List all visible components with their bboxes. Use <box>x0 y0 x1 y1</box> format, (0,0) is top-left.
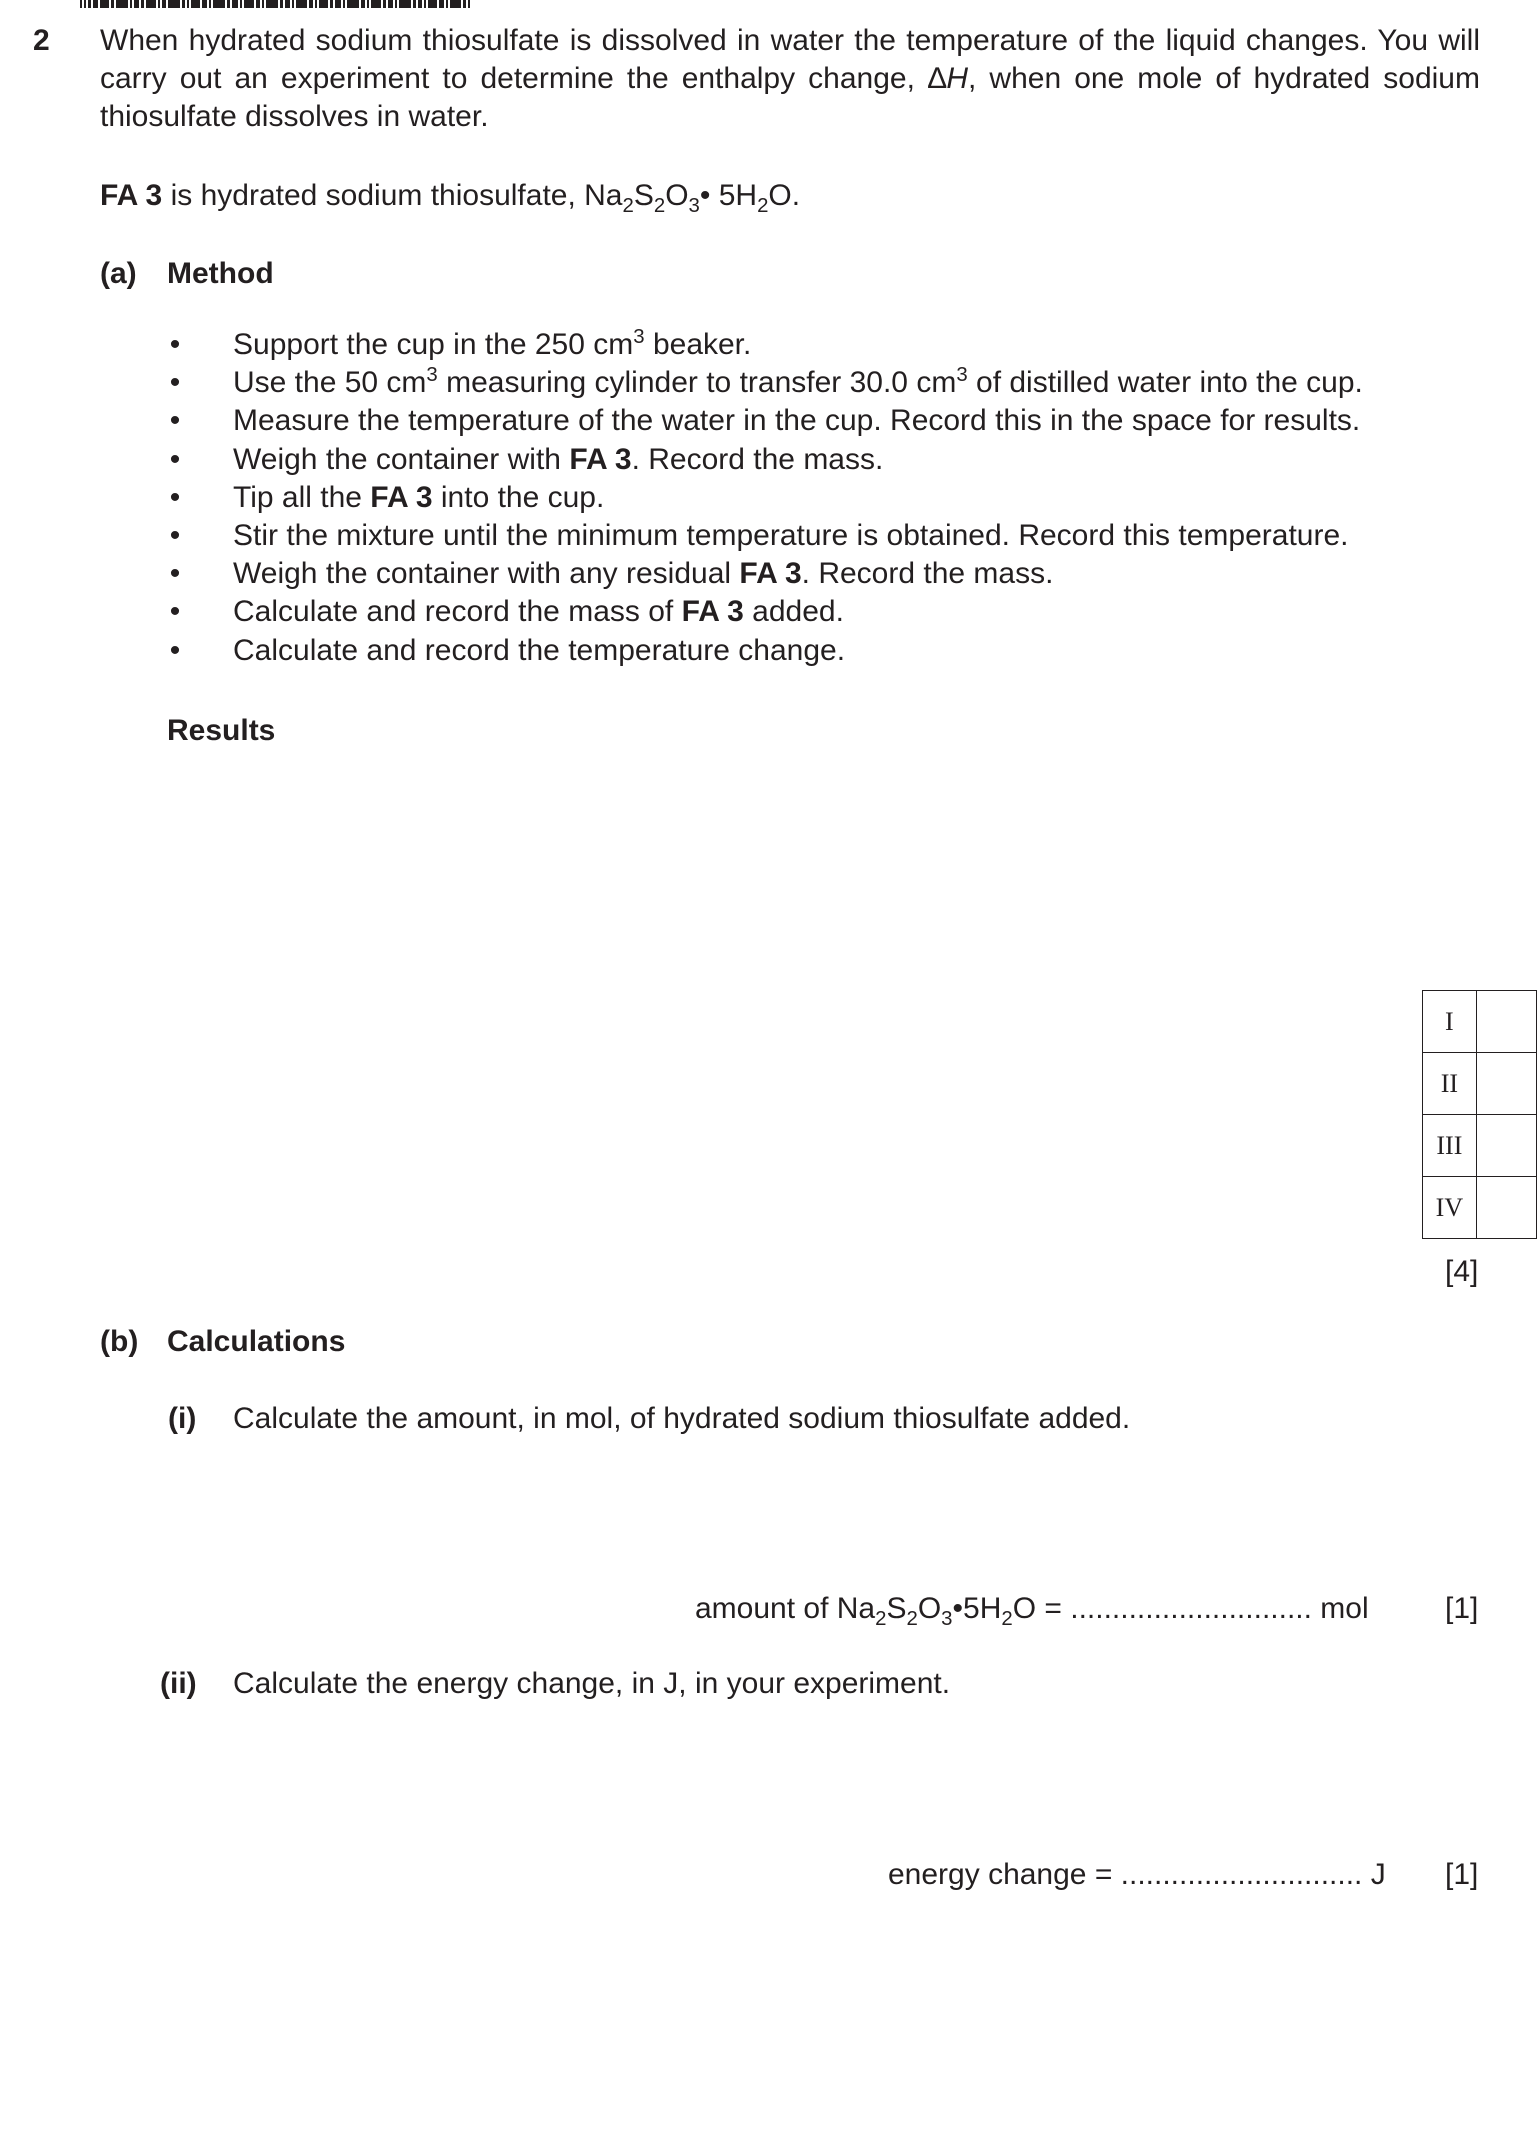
results-heading: Results <box>167 714 276 747</box>
barcode <box>80 0 606 8</box>
mark-box <box>1476 1053 1536 1115</box>
fa3-description: FA 3 is hydrated sodium thiosulfate, $Na_2S_2O_3•$ $5H_2O$. <box>100 179 801 217</box>
mark-box <box>1476 991 1536 1053</box>
part-b-i-question: Calculate the amount, in mol, of hydrated sodium thiosulfate added. <box>233 1402 1131 1435</box>
part-b-ii-question: Calculate the energy change, in J, in your experiment. <box>233 1667 951 1700</box>
method-step: • Measure the temperature of the water in the cup. Record this in the space for results. <box>169 404 1361 438</box>
mark-box <box>1476 1115 1536 1177</box>
mark-row-label: III <box>1423 1115 1477 1177</box>
part-a-label: (a) <box>100 257 137 290</box>
part-b-title: Calculations <box>167 1325 346 1358</box>
method-list <box>160 326 1363 670</box>
method-step: • Weigh the container with FA 3. Record the mass. <box>169 442 884 476</box>
method-step: • Calculate and record the temperature change. <box>169 633 846 667</box>
method-step: • Tip all the FA 3 into the cup. <box>169 480 605 514</box>
question-number: 2 <box>33 24 50 57</box>
part-a-marks: [4] <box>1445 1255 1479 1288</box>
part-b-i-answer-blank[interactable]: ............................. mol <box>1070 1592 1369 1625</box>
marking-grid <box>1422 990 1537 1239</box>
mark-row-label: I <box>1423 991 1477 1053</box>
part-b-ii-answer-line[interactable]: energy change = ............................. J <box>888 1858 1386 1891</box>
method-step: • Use the 50 $cm^3$ measuring cylinder to transfer 30.0 $cm^3$ of distilled water into the cup. <box>169 364 1363 400</box>
question-intro: When hydrated sodium thiosulfate is dissolved in water the temperature of the liquid changes. You will carry out an experiment to determine the enthalpy change, ∆H, when one mole of hydrated sodium thiosulfate dissolves in water. <box>100 24 1480 133</box>
mark-row-label: IV <box>1423 1177 1477 1239</box>
part-b-ii-marks: [1] <box>1445 1858 1479 1891</box>
part-b-ii-working-space[interactable] <box>160 1715 1400 1845</box>
part-b-label: (b) <box>100 1325 139 1358</box>
part-b-i-label: (i) <box>168 1402 197 1435</box>
part-b-ii-label: (ii) <box>160 1667 197 1700</box>
mark-box <box>1476 1177 1536 1239</box>
part-a-title: Method <box>167 257 274 290</box>
method-step: • Weigh the container with any residual FA 3. Record the mass. <box>169 557 1054 591</box>
method-step: • Calculate and record the mass of FA 3 added. <box>169 595 844 629</box>
method-step: • Stir the mixture until the minimum temperature is obtained. Record this temperature. <box>169 519 1349 553</box>
mark-row-label: II <box>1423 1053 1477 1115</box>
part-b-i-working-space[interactable] <box>160 1450 1400 1570</box>
method-step: • Support the cup in the 250 $cm^3$ beaker. <box>169 326 752 361</box>
part-b-i-answer-line: amount of $Na_2S_2O_3•5H_2O$ = ............................. mol <box>695 1592 1369 1630</box>
results-answer-space[interactable] <box>160 760 1400 1280</box>
part-b-i-marks: [1] <box>1445 1592 1479 1625</box>
